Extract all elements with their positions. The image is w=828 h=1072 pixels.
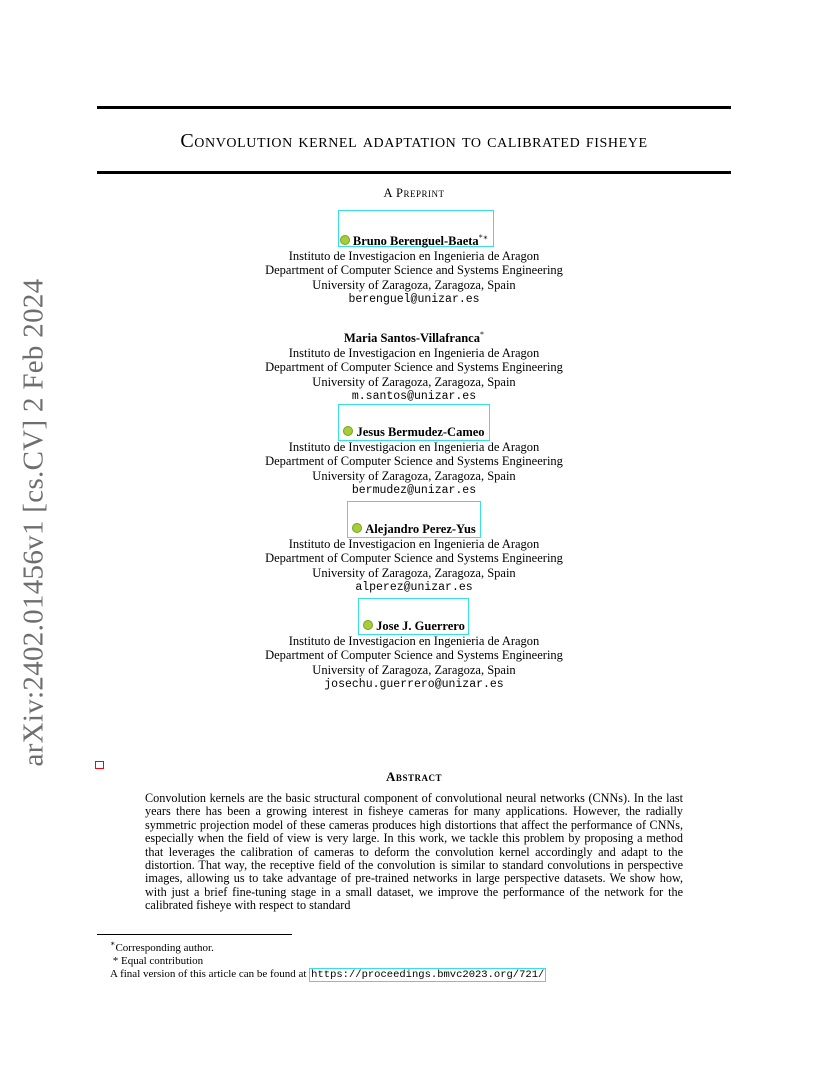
author-university: University of Zaragoza, Zaragoza, Spain [312, 469, 516, 484]
author-affiliation: Instituto de Investigacion en Ingenieria de Aragon [288, 345, 540, 360]
author-block [0, 619, 828, 693]
author-block [0, 522, 828, 596]
footnote-final-version: A final version of this article can be found at https://proceedings.bmvc2023.org/721/ [110, 968, 545, 982]
author-block [0, 231, 828, 308]
abstract-heading: Abstract [386, 769, 442, 784]
author-department: Department of Computer Science and Systems Engineering [265, 263, 563, 278]
annotation-marker[interactable] [95, 761, 104, 769]
title-top-rule [97, 106, 731, 109]
author-block [0, 425, 828, 499]
author-name[interactable]: Jesus Bermudez-Cameo [343, 425, 484, 440]
author-affiliation: Instituto de Investigacion en Ingenieria de Aragon [288, 248, 540, 263]
author-email: josechu.guerrero@unizar.es [324, 677, 504, 691]
author-university: University of Zaragoza, Zaragoza, Spain [312, 375, 516, 390]
paper-title: Convolution kernel adaptation to calibrated fisheye [180, 130, 648, 152]
orcid-icon[interactable] [340, 235, 350, 245]
author-department: Department of Computer Science and Systems Engineering [265, 360, 563, 375]
author-university: University of Zaragoza, Zaragoza, Spain [312, 663, 516, 678]
preprint-label: A Preprint [383, 186, 445, 200]
author-email: bermudez@unizar.es [351, 483, 477, 497]
orcid-icon[interactable] [343, 426, 353, 436]
author-name[interactable]: Alejandro Perez-Yus [352, 522, 476, 537]
author-university: University of Zaragoza, Zaragoza, Spain [312, 278, 516, 293]
author-affiliation: Instituto de Investigacion en Ingenieria de Aragon [288, 536, 540, 551]
footnote-rule [97, 934, 292, 935]
author-name[interactable]: Bruno Berenguel-Baeta*∗ [340, 231, 488, 249]
abstract-body: Convolution kernels are the basic structural component of convolutional neural networks (CNNs). In the last years there has been a growing interest in fisheye cameras for many applications. However, the radially symmetric projection model of these cameras produces high distortions that affect the performance of CNNs, especially when the field of view is very large. In this work, we tackle this problem by proposing a method that leverages the calibration of cameras to deform the convolution kernel accordingly and adapt to the distortion. That way, the receptive field of the convolution is similar to standard convolutions in perspective images, allowing us to take advantage of pre-trained networks in large perspective datasets. We show how, with just a brief fine-tuning stage in a small dataset, we improve the performance of the network for the calibrated fisheye with respect to standard [145, 791, 683, 913]
author-email: m.santos@unizar.es [351, 389, 477, 403]
proceedings-link[interactable]: https://proceedings.bmvc2023.org/721/ [311, 969, 545, 982]
author-name: Maria Santos-Villafranca* [344, 330, 484, 345]
author-department: Department of Computer Science and Systems Engineering [265, 648, 563, 663]
footnote-corresponding: ∗Corresponding author. [110, 939, 214, 954]
title-bottom-rule [97, 171, 731, 174]
author-university: University of Zaragoza, Zaragoza, Spain [312, 566, 516, 581]
footnotes [110, 937, 546, 983]
footnote-equal: * Equal contribution [112, 955, 204, 968]
author-email: alperez@unizar.es [355, 580, 473, 594]
orcid-icon[interactable] [363, 620, 373, 630]
orcid-icon[interactable] [352, 523, 362, 533]
author-department: Department of Computer Science and Systems Engineering [265, 454, 563, 469]
author-email: berenguel@unizar.es [348, 292, 480, 306]
author-affiliation: Instituto de Investigacion en Ingenieria de Aragon [288, 439, 540, 454]
author-department: Department of Computer Science and Systems Engineering [265, 551, 563, 566]
author-name[interactable]: Jose J. Guerrero [363, 619, 465, 634]
arxiv-identifier: arXiv:2402.01456v1 [cs.CV] 2 Feb 2024 [17, 278, 50, 767]
author-affiliation: Instituto de Investigacion en Ingenieria de Aragon [288, 633, 540, 648]
author-block [0, 328, 828, 405]
